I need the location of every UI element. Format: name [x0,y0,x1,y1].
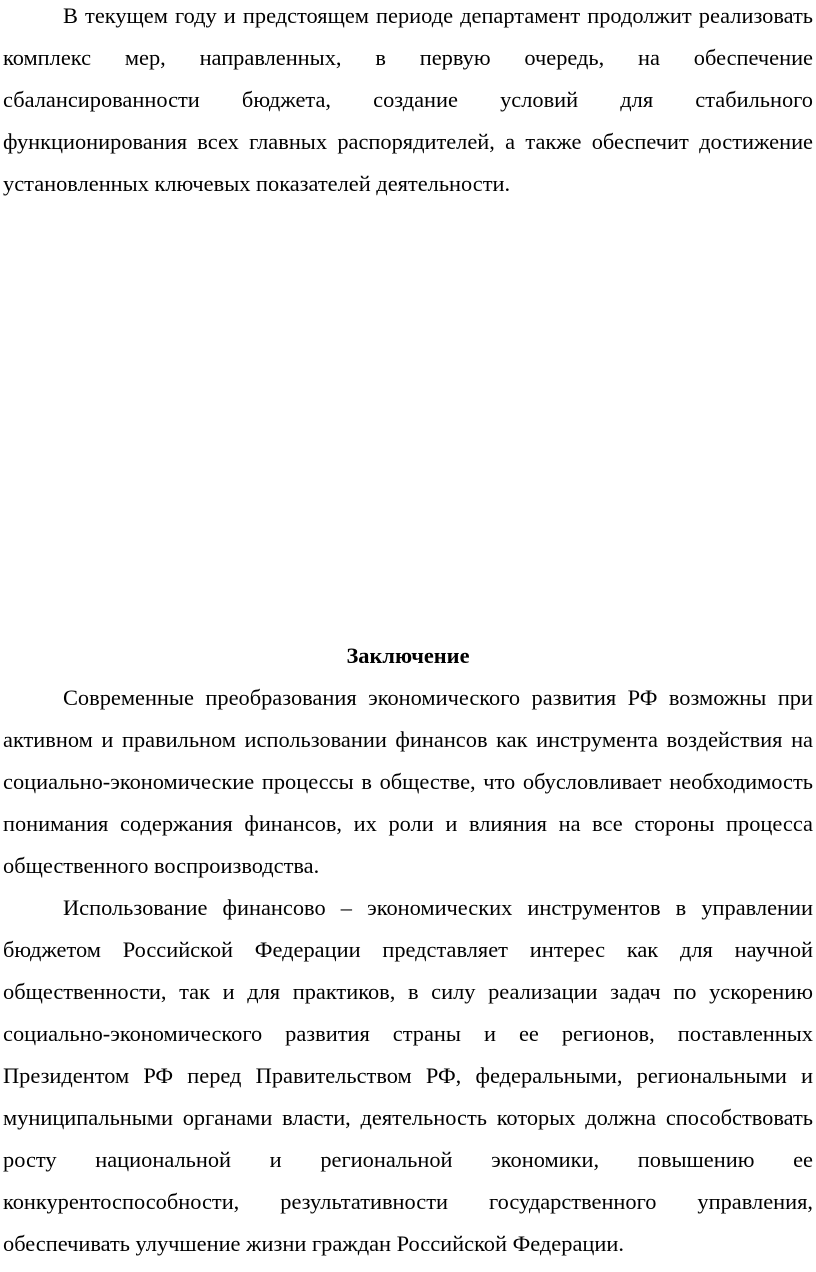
conclusion-paragraph: Использование финансово – экономических инструментов в управлении бюджетом Российской Федерации представляет интерес как для научной общественности, так и для практиков, в силу реализации задач по ускорению социально-экономического развития страны и ее регионов, поставленных Президентом РФ перед Правительством РФ, федеральными, региональными и муниципальными органами власти, деятельность которых должна способствовать росту национальной и региональной экономики, повышению ее конкурентоспособности, результативности государственного управления, обеспечивать улучшение жизни граждан Российской Федерации. [3,895,813,1256]
section-heading: Заключение [346,643,470,668]
conclusion-paragraph: Современные преобразования экономического развития РФ возможны при активном и правильном использовании финансов как инструмента воздействия на социально-экономические процессы в обществе, что обусловливает необходимость понимания содержания финансов, их роли и влияния на все стороны процесса общественного воспроизводства. [3,685,813,878]
body-paragraph: В текущем году и предстоящем периоде департамент продолжит реализовать комплекс мер, направленных, в первую очередь, на обеспечение сбалансированности бюджета, создание условий для стабильного функционирования всех главных распорядителей, а также обеспечит достижение установленных ключевых показателей деятельности. [3,3,813,196]
